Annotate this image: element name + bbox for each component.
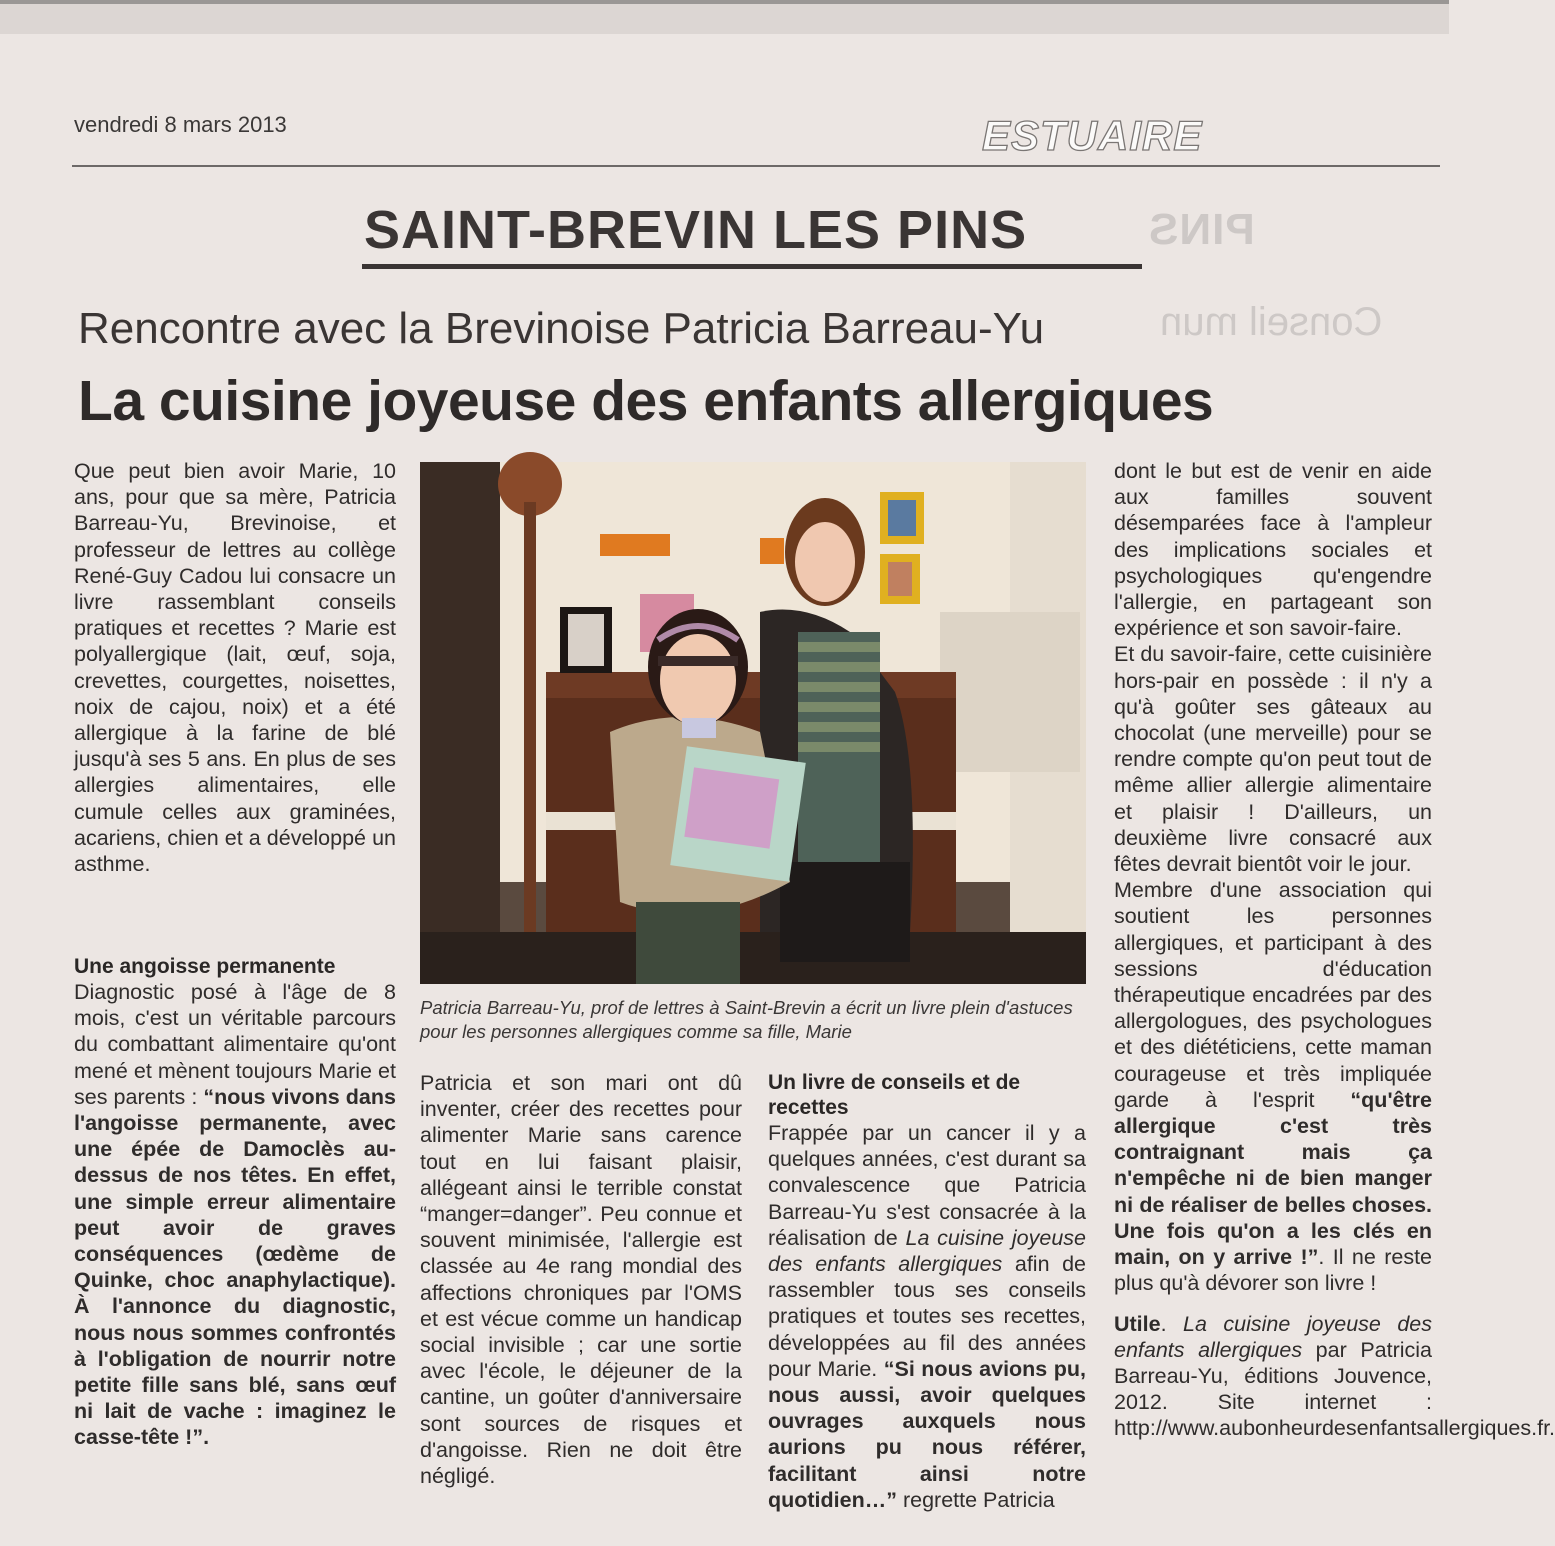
- article-headline: La cuisine joyeuse des enfants allergiques: [78, 369, 1214, 433]
- association-paragraph: dont le but est de venir en aide aux familles souvent désemparées face à l'ampleur des implications sociales et psychologiques qu'engendre l'allergie, en partageant son expérience et son savoir-faire.: [1114, 459, 1432, 641]
- membre-text: Membre d'une association qui soutient les personnes allergiques, et participant à des sessions d'éducation thérapeutique encadrées par des allergologues, des psychologues et des diététiciens, cette maman courageuse et très impliquée garde à l'esprit: [1114, 878, 1432, 1112]
- issue-date: vendredi 8 mars 2013: [74, 112, 287, 137]
- recipes-paragraph: Patricia et son mari ont dû inventer, créer des recettes pour alimenter Marie sans carence tout en lui faisant plaisir, allégeant ainsi le terrible constat “manger=danger”. Peu connue et souvent minimisée, l'allergie est classée au 4e rang mondial des affections chroniques par l'OMS et est vécue comme un handicap social invisible ; car une sortie avec l'école, le déjeuner de la cantine, un goûter d'anniversaire sont sources de risques et d'angoisse. Rien ne doit être négligé.: [420, 1071, 742, 1489]
- town-heading: SAINT-BREVIN LES PINS: [364, 200, 1028, 260]
- bleed-through-text: PINS: [1148, 205, 1255, 254]
- utile-book-title: La cuisine joyeuse des enfants allergiques: [1114, 1311, 1433, 1362]
- utile-text: par Patricia Barreau-Yu, éditions Jouvence, 2012. Site internet : http://www.aubonheurdesenfantsallergiques.fr.: [1114, 1337, 1555, 1441]
- column-4: [1114, 458, 1555, 1442]
- diagnostic-paragraph: [74, 979, 396, 1451]
- photo-illustration: [420, 462, 1086, 984]
- membre-paragraph: [1114, 877, 1432, 1296]
- section-title: ESTUAIRE: [982, 112, 1203, 159]
- photo-caption: Patricia Barreau-Yu, prof de lettres à Saint-Brevin a écrit un livre plein d'astuces pour les personnes allergiques comme sa fille, Marie: [420, 997, 1073, 1042]
- subheading-angoisse: Une angoisse permanente: [74, 955, 336, 978]
- book-paragraph: [768, 1120, 1086, 1513]
- header-rule: [72, 165, 1440, 167]
- column-1-intro: [74, 458, 396, 877]
- membre-end: . Il ne reste plus qu'à dévorer son livre !: [1114, 1245, 1432, 1296]
- bleed-through-text-2: Conseil mun: [1160, 300, 1383, 344]
- page-top-band: [0, 0, 1449, 34]
- book-text-3: regrette Patricia: [896, 1487, 1055, 1512]
- patricia-quote: “Si nous avions pu, nous aussi, avoir quelques ouvrages auxquels nous aurions pu nous référer, facilitant ainsi notre quotidien…”: [768, 1356, 1086, 1512]
- book-title: La cuisine joyeuse des enfants allergiques: [768, 1225, 1086, 1277]
- maman-quote: “qu'être allergique c'est très contraignant mais ça n'empêche ni de bien manger ni de réaliser de belles choses. Une fois qu'on a les clés en main, on y arrive !”: [1114, 1087, 1432, 1270]
- diagnostic-text: Diagnostic posé à l'âge de 8 mois, c'est un véritable parcours du combattant alimentaire qu'ont mené et mènent toujours Marie et ses parents :: [74, 980, 396, 1109]
- column-3: [768, 1070, 1086, 1513]
- book-text-2: afin de rassembler tous ses conseils pratiques et toutes ses recettes, développées au fil des années pour Marie.: [768, 1252, 1086, 1381]
- utile-paragraph: Utile. La cuisine joyeuse des enfants allergiques par Patricia Barreau-Yu, éditions Jouvence, 2012. Site internet : http://www.aubonheurdesenfantsallergiques.fr.: [1114, 1311, 1555, 1441]
- subheading-livre: Un livre de conseils et de recettes: [768, 1071, 1021, 1119]
- article-photo: [420, 462, 1086, 984]
- savoir-faire-paragraph: Et du savoir-faire, cette cuisinière hors-pair en possède : il n'y a qu'à goûter ses gâteaux au chocolat (une merveille) pour se rendre compte qu'on peut tout de même allier allergie alimentaire et plaisir ! D'ailleurs, un deuxième livre consacré aux fêtes devrait bientôt voir le jour.: [1114, 642, 1432, 877]
- intro-paragraph: Que peut bien avoir Marie, 10 ans, pour que sa mère, Patricia Barreau-Yu, Brevinoise, et professeur de lettres au collège René-Guy Cadou lui consacre un livre rassemblant conseils pratiques et recettes ? Marie est polyallergique (lait, œuf, soja, crevettes, courgettes, noisettes, noix de cajou, noix) et a été allergique à la farine de blé jusqu'à ses 5 ans. En plus de ses allergies alimentaires, elle cumule celles aux graminées, acariens, chien et a développé un asthme.: [74, 459, 396, 877]
- column-1-section: [74, 954, 396, 1451]
- utile-label: Utile: [1114, 1311, 1161, 1336]
- parents-quote: “nous vivons dans l'angoisse permanente, avec une épée de Damoclès au-dessus de nos têtes. En effet, une simple erreur alimentaire peut avoir de graves conséquences (œdème de Quinke, choc anaphylactique). À l'annonce du diagnostic, nous nous sommes confrontés à l'obligation de nourrir notre petite fille sans blé, sans œuf ni lait de vache : imaginez le casse-tête !”.: [74, 1084, 396, 1450]
- town-underline: [362, 264, 1142, 269]
- article-subtitle: Rencontre avec la Brevinoise Patricia Barreau-Yu: [78, 304, 1045, 353]
- column-2: [420, 1070, 742, 1489]
- book-text-1: Frappée par un cancer il y a quelques années, c'est durant sa convalescence que Patricia Barreau-Yu s'est consacrée à la réalisation de: [768, 1121, 1086, 1250]
